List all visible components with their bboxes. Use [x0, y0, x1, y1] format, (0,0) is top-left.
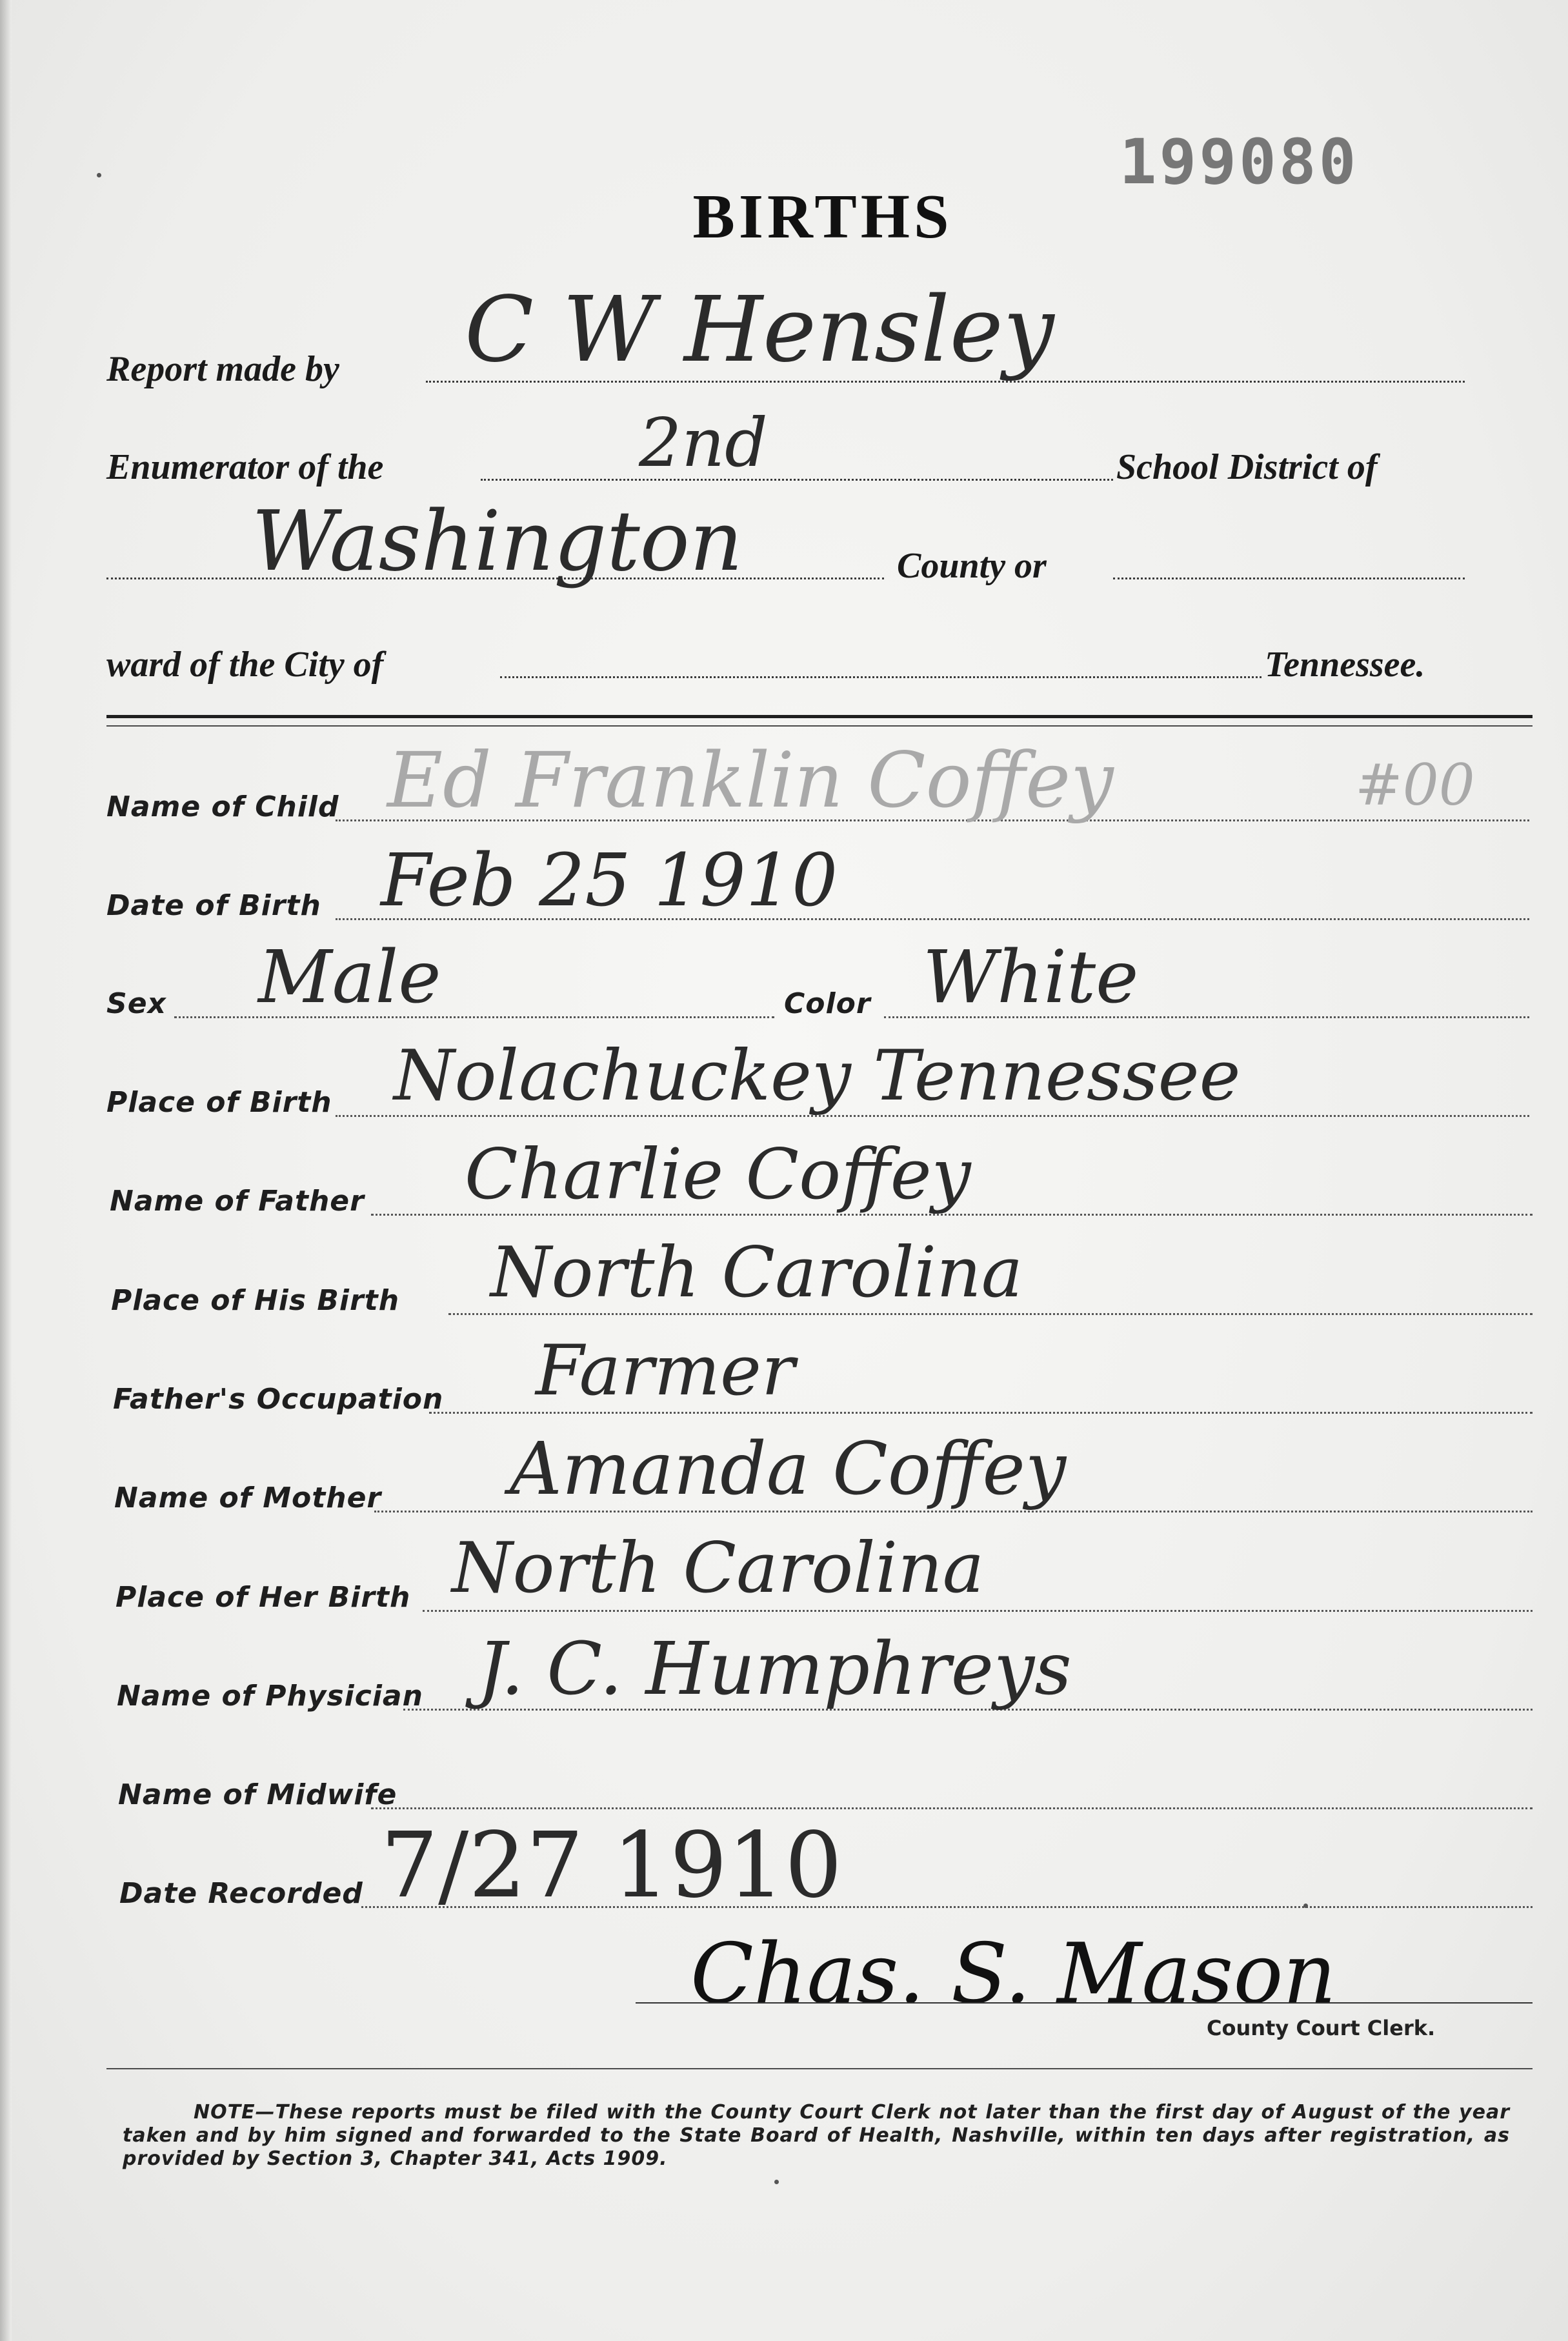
birth-place-value: Nolachuckey Tennessee [394, 1036, 1241, 1116]
midwife-name-line [371, 1807, 1533, 1809]
signature-line [636, 2002, 1533, 2004]
date-recorded-value: 7/27 1910 [381, 1813, 843, 1918]
midwife-name-label: Name of Midwife [118, 1778, 397, 1811]
color-value: White [923, 936, 1139, 1020]
color-label: Color [784, 987, 871, 1020]
header-rule-thin [106, 725, 1533, 727]
enumerator-value: 2nd [639, 403, 768, 482]
father-occupation-label: Father's Occupation [113, 1383, 444, 1416]
father-occupation-value: Farmer [536, 1331, 795, 1411]
child-name-value: Ed Franklin Coffey [387, 736, 1114, 825]
clerk-title: County Court Clerk. [1207, 2016, 1436, 2040]
mother-birthplace-line [423, 1610, 1533, 1612]
enumerator-label: Enumerator of the [106, 447, 384, 487]
ward-city-line [500, 676, 1261, 678]
card-edge [0, 0, 12, 2341]
enumerator-line [481, 479, 1113, 481]
serial-number-stamp: 199080 [1119, 126, 1359, 198]
city-alt-line [1113, 578, 1465, 579]
mother-birthplace-label: Place of Her Birth [116, 1581, 411, 1614]
father-name-label: Name of Father [110, 1185, 365, 1218]
father-birthplace-line [448, 1313, 1533, 1315]
father-birthplace-label: Place of His Birth [111, 1284, 400, 1317]
mother-birthplace-value: North Carolina [452, 1528, 985, 1609]
note-rule [106, 2068, 1533, 2069]
sex-label: Sex [106, 987, 166, 1020]
child-name-label: Name of Child [106, 790, 339, 823]
father-occupation-line [429, 1412, 1533, 1414]
header-rule [106, 715, 1533, 718]
child-name-extra: #00 [1355, 752, 1475, 818]
report-made-by-label: Report made by [106, 349, 339, 389]
mother-name-value: Amanda Coffey [510, 1427, 1067, 1511]
father-name-value: Charlie Coffey [465, 1134, 971, 1215]
school-district-label: School District of [1116, 447, 1378, 487]
county-or-label: County or [897, 546, 1047, 586]
paper-speck [97, 173, 101, 177]
county-value: Washington [252, 494, 743, 590]
physician-name-label: Name of Physician [117, 1680, 423, 1713]
paper-speck [774, 2180, 779, 2184]
birth-place-label: Place of Birth [106, 1086, 332, 1119]
physician-name-value: J. C. Humphreys [477, 1627, 1072, 1711]
mother-name-label: Name of Mother [114, 1482, 382, 1514]
ward-city-label: ward of the City of [106, 645, 384, 685]
filing-note: NOTE—These reports must be filed with the County Court Clerk not later than the first day of August of the year taken and by him signed and forwarded to the State Board of Health, Nashville, within ten days after registration, as provided by Section 3, Chapter 341, Acts 1909. [123, 2101, 1510, 2170]
date-recorded-label: Date Recorded [119, 1877, 363, 1910]
birth-date-label: Date of Birth [106, 889, 321, 922]
sex-value: Male [258, 936, 441, 1020]
form-title: BIRTHS [692, 182, 953, 252]
father-birthplace-value: North Carolina [490, 1232, 1023, 1313]
state-label: Tennessee. [1265, 645, 1425, 685]
report-made-by-value: C W Hensley [465, 277, 1054, 383]
clerk-signature: Chas. S. Mason [690, 1926, 1336, 2022]
birth-date-value: Feb 25 1910 [381, 839, 838, 923]
